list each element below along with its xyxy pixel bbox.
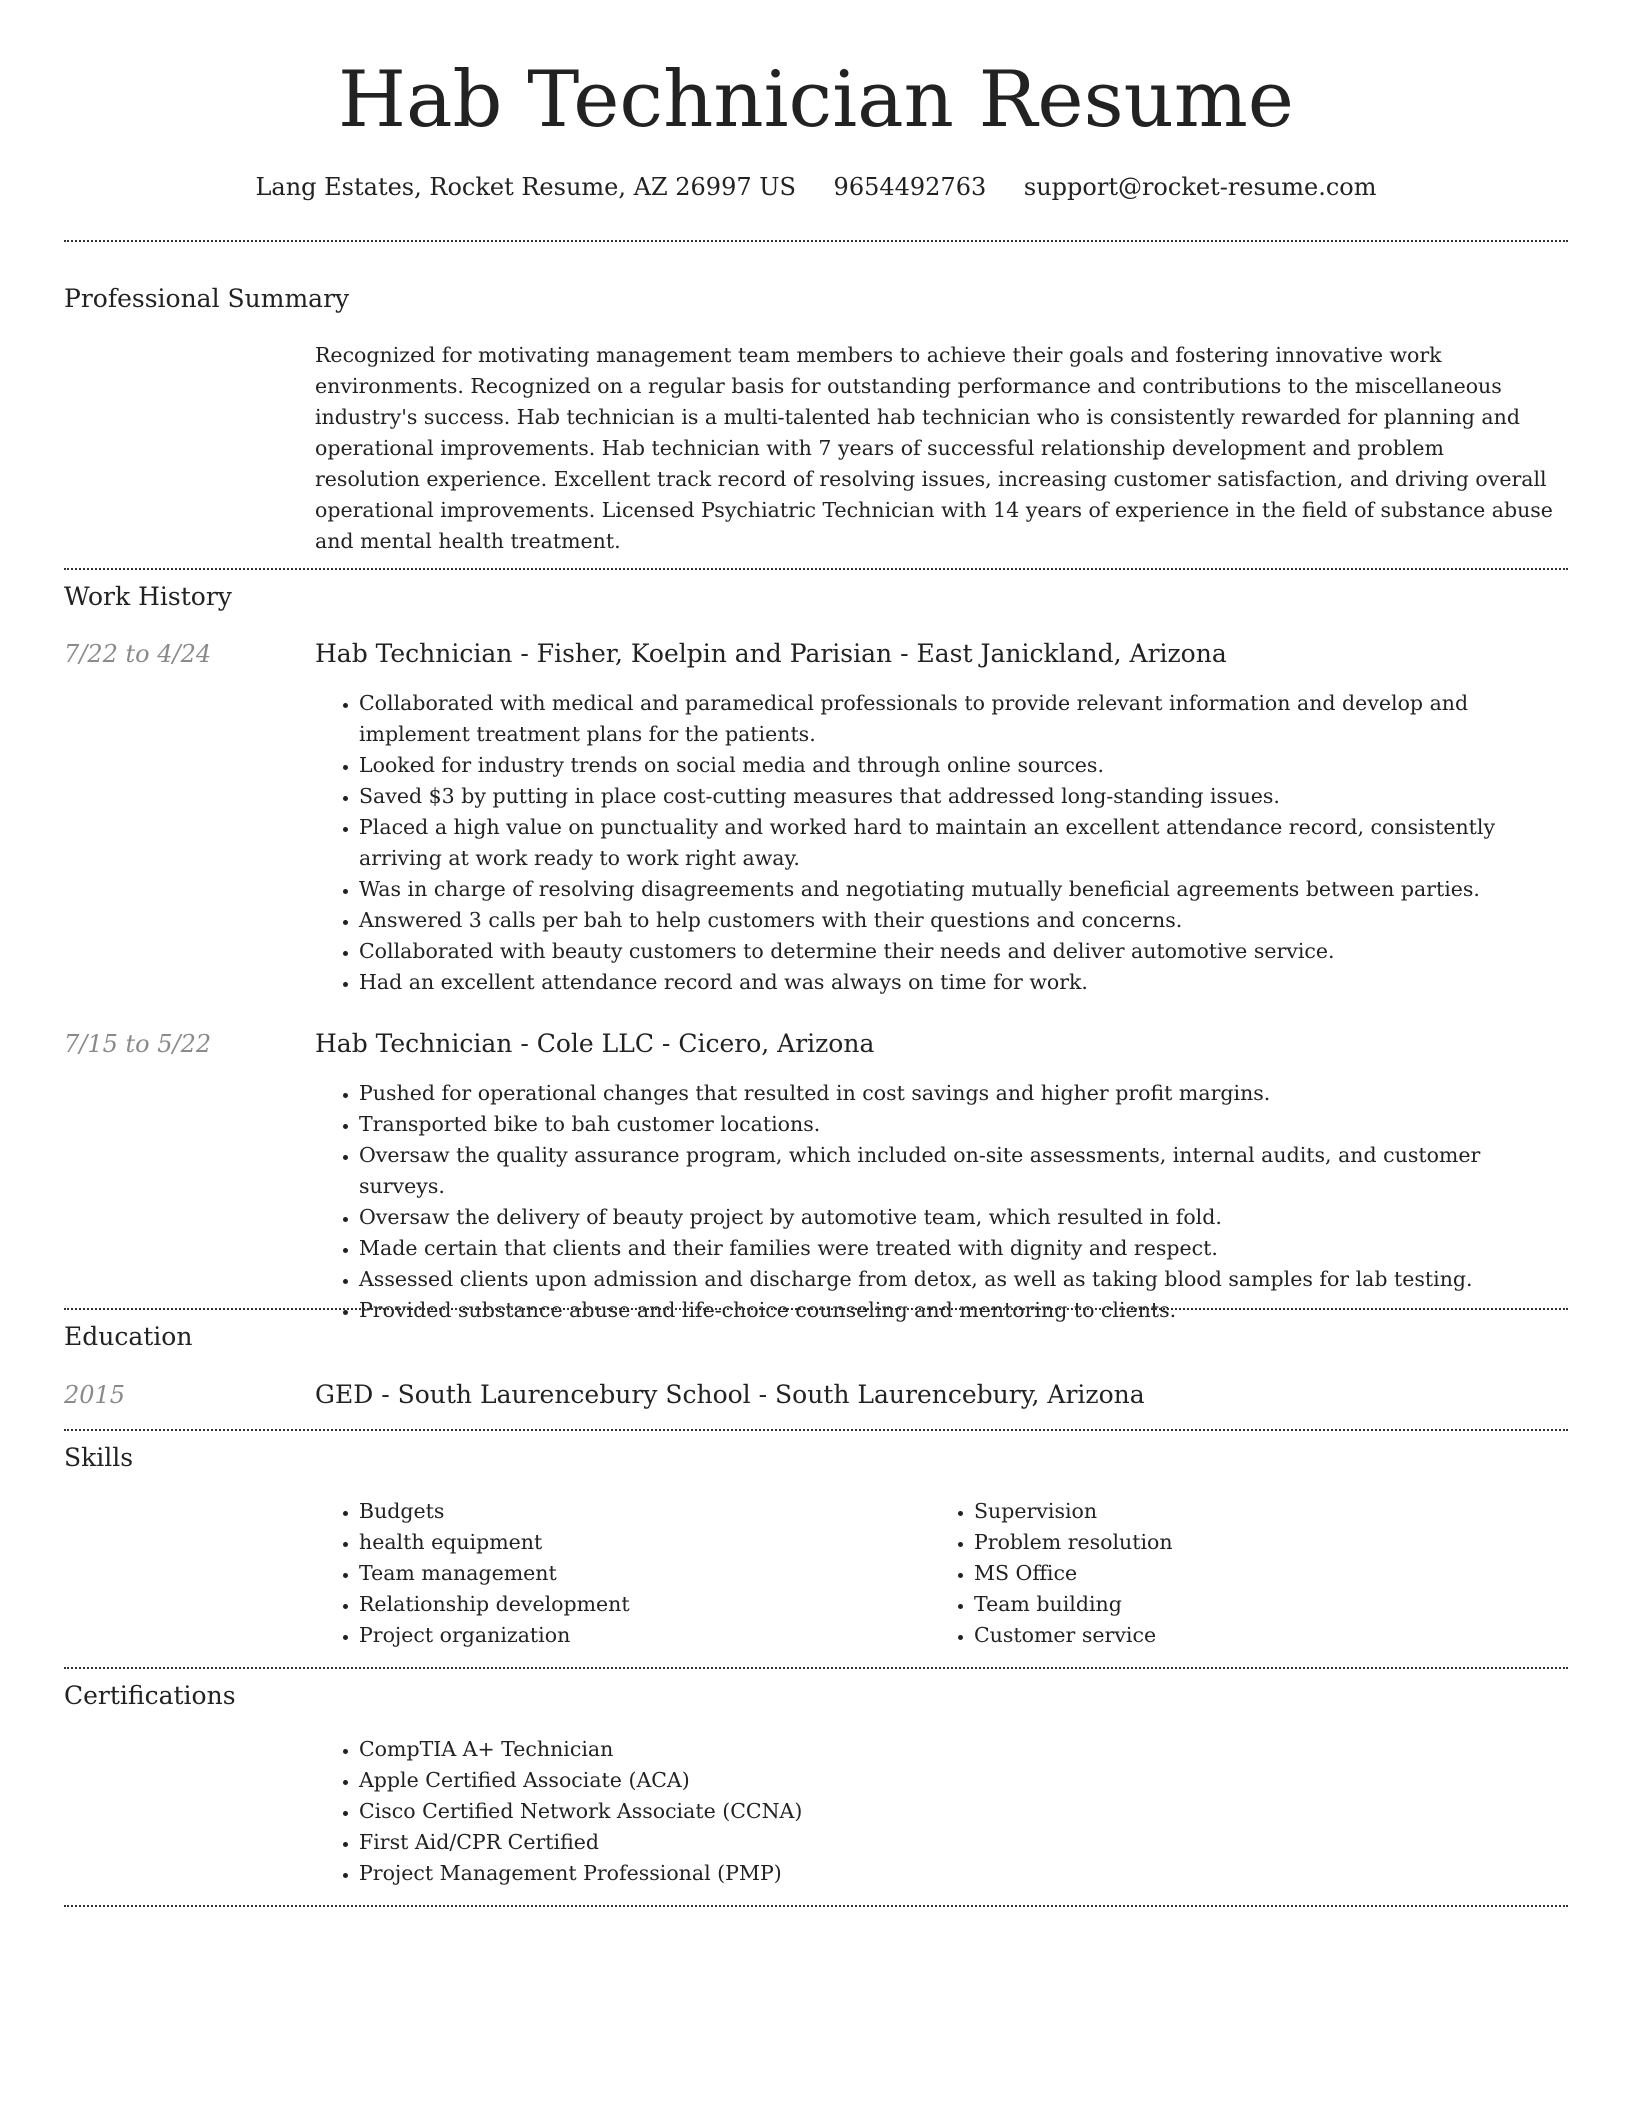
divider	[64, 568, 1568, 570]
contact-address: Lang Estates, Rocket Resume, AZ 26997 US	[255, 173, 796, 201]
list-item: • Looked for industry trends on social media and through online sources.	[359, 750, 1555, 781]
list-item: • Oversaw the quality assurance program, which included on-site assessments, internal audits, and customer surveys.	[359, 1140, 1555, 1202]
divider	[64, 1429, 1568, 1431]
list-item: • Customer service	[974, 1620, 1530, 1651]
list-item: • Cisco Certified Network Associate (CCNA)	[359, 1796, 1555, 1827]
work-history-heading: Work History	[64, 582, 232, 611]
list-item: • Was in charge of resolving disagreements and negotiating mutually beneficial agreements between parties.	[359, 874, 1555, 905]
list-item: • Assessed clients upon admission and discharge from detox, as well as taking blood samples for lab testing.	[359, 1264, 1555, 1295]
list-item: • Oversaw the delivery of beauty project by automotive team, which resulted in fold.	[359, 1202, 1555, 1233]
list-item: • Placed a high value on punctuality and worked hard to maintain an excellent attendance record, consistently arriving at work ready to work right away.	[359, 812, 1555, 874]
skills-list-left	[315, 1496, 915, 1651]
list-item: • Had an excellent attendance record and was always on time for work.	[359, 967, 1555, 998]
resume-title: Hab Technician Resume	[338, 55, 1294, 145]
contact-line	[0, 170, 1632, 204]
job-title: Hab Technician - Cole LLC - Cicero, Arizona	[315, 1029, 875, 1058]
job-bullets	[315, 1078, 1555, 1326]
list-item: • Saved $3 by putting in place cost-cutting measures that addressed long-standing issues.	[359, 781, 1555, 812]
list-item: • Supervision	[974, 1496, 1530, 1527]
education-entry: GED - South Laurencebury School - South Laurencebury, Arizona	[315, 1380, 1145, 1409]
list-item: • Collaborated with beauty customers to determine their needs and deliver automotive service.	[359, 936, 1555, 967]
divider	[64, 1308, 1568, 1310]
list-item: • Project Management Professional (PMP)	[359, 1858, 1555, 1889]
list-item: • health equipment	[359, 1527, 915, 1558]
list-item: • CompTIA A+ Technician	[359, 1734, 1555, 1765]
skills-list-right	[930, 1496, 1530, 1651]
divider	[64, 1667, 1568, 1669]
list-item: • Provided substance abuse and life-choice counseling and mentoring to clients.	[359, 1295, 1555, 1326]
summary-section	[315, 340, 1555, 557]
summary-heading: Professional Summary	[64, 284, 350, 313]
skills-heading: Skills	[64, 1443, 134, 1472]
list-item: • Answered 3 calls per bah to help customers with their questions and concerns.	[359, 905, 1555, 936]
summary-text: Recognized for motivating management team members to achieve their goals and fostering innovative work environments. Recognized on a regular basis for outstanding performance and contributions to the miscellaneous industry's success. Hab technician is a multi-talented hab technician who is consistently rewarded for planning and operational improvements. Hab technician with 7 years of successful relationship development and problem resolution experience. Excellent track record of resolving issues, increasing customer satisfaction, and driving overall operational improvements. Licensed Psychiatric Technician with 14 years of experience in the field of substance abuse and mental health treatment.	[315, 343, 1553, 553]
list-item: • Team building	[974, 1589, 1530, 1620]
contact-phone: 9654492763	[833, 173, 987, 201]
list-item: • Transported bike to bah customer locations.	[359, 1109, 1555, 1140]
certifications-heading: Certifications	[64, 1681, 236, 1710]
list-item: • Relationship development	[359, 1589, 915, 1620]
divider	[64, 1905, 1568, 1907]
list-item: • First Aid/CPR Certified	[359, 1827, 1555, 1858]
job-dates: 7/15 to 5/22	[64, 1030, 212, 1058]
list-item: • Apple Certified Associate (ACA)	[359, 1765, 1555, 1796]
list-item: • Team management	[359, 1558, 915, 1589]
list-item: • Collaborated with medical and paramedical professionals to provide relevant information and develop and implement treatment plans for the patients.	[359, 688, 1555, 750]
job-dates: 7/22 to 4/24	[64, 640, 212, 668]
list-item: • MS Office	[974, 1558, 1530, 1589]
list-item: • Project organization	[359, 1620, 915, 1651]
divider	[64, 240, 1568, 242]
list-item: • Made certain that clients and their families were treated with dignity and respect.	[359, 1233, 1555, 1264]
list-item: • Pushed for operational changes that resulted in cost savings and higher profit margins.	[359, 1078, 1555, 1109]
job-title: Hab Technician - Fisher, Koelpin and Parisian - East Janickland, Arizona	[315, 639, 1227, 668]
list-item: • Problem resolution	[974, 1527, 1530, 1558]
contact-email: support@rocket-resume.com	[1023, 173, 1377, 201]
job-bullets	[315, 688, 1555, 998]
education-year: 2015	[64, 1381, 126, 1409]
list-item: • Budgets	[359, 1496, 915, 1527]
certifications-list	[315, 1734, 1555, 1889]
education-heading: Education	[64, 1322, 193, 1351]
